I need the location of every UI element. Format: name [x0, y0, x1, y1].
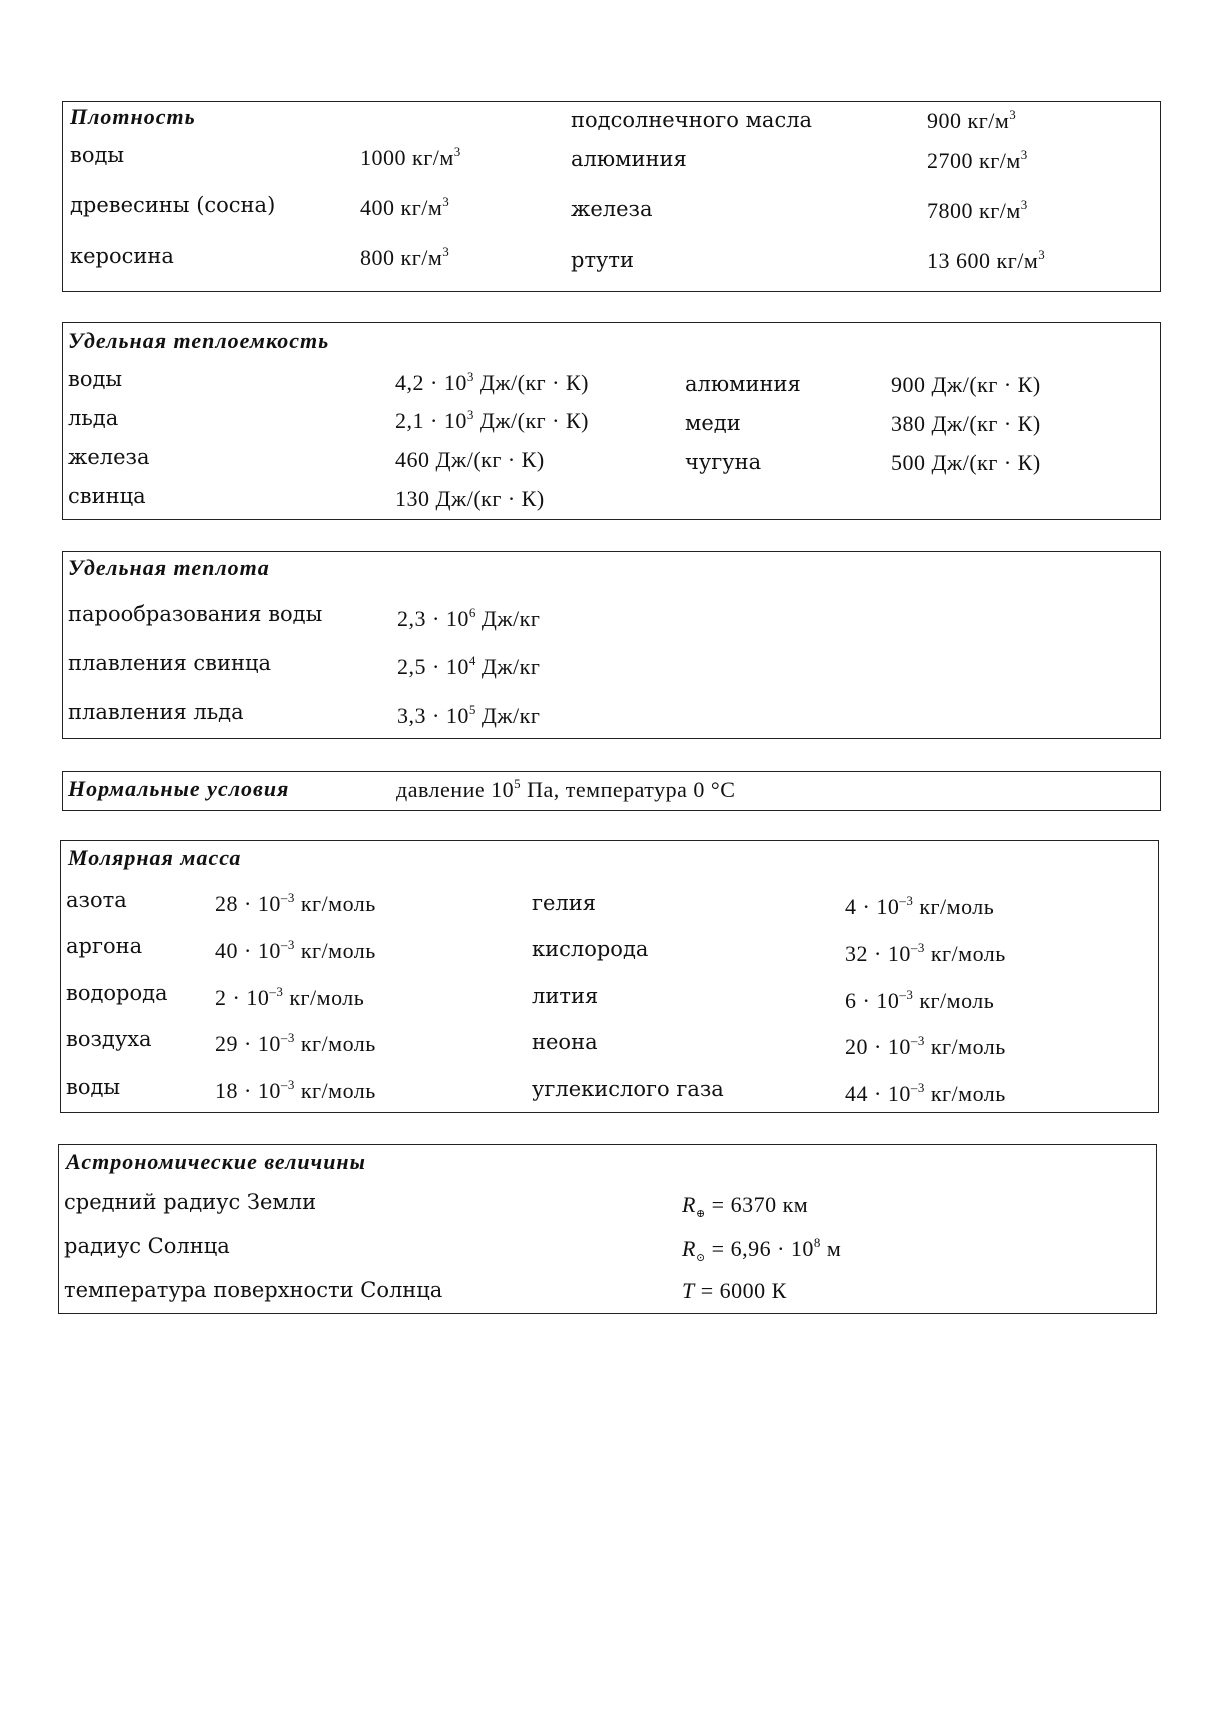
astro-earth-label: средний радиус Земли [64, 1190, 317, 1214]
astro-title: Астрономические величины [66, 1149, 366, 1174]
mm-value: $4 \cdot 10^{-3}$ кг/моль [845, 893, 995, 919]
hc-water-value: $4,2 \cdot 10^3$ Дж/(кг · К) [395, 369, 590, 395]
normal-conditions-value: давление $10^5$ Па, температура 0 °С [396, 776, 736, 802]
mm-label: неона [532, 1030, 598, 1054]
density-kerosene-value: 800 $кг/м^3$ [360, 244, 450, 270]
mm-label: азота [66, 888, 127, 912]
astro-temp-label: температура поверхности Солнца [64, 1278, 443, 1302]
density-iron-label: железа [571, 197, 653, 221]
hc-copper-value: 380 Дж/(кг · К) [891, 411, 1041, 436]
sh-row-label: плавления свинца [68, 651, 271, 675]
density-pine-label: древесины (сосна) [70, 193, 276, 217]
density-water-value: 1000 $кг/м^3$ [360, 144, 461, 170]
hc-cast-iron-label: чугуна [685, 450, 762, 474]
mm-value: $32 \cdot 10^{-3}$ кг/моль [845, 940, 1006, 966]
hc-lead-label: свинца [68, 484, 146, 508]
density-water-label: воды [70, 143, 125, 167]
density-kerosene-label: керосина [70, 244, 174, 268]
hc-cast-iron-value: 500 Дж/(кг · К) [891, 450, 1041, 475]
sh-row-value: $3,3 \cdot 10^5$ Дж/кг [397, 702, 541, 728]
heat-capacity-title: Удельная теплоемкость [68, 328, 330, 353]
hc-ice-value: $2,1 \cdot 10^3$ Дж/(кг · К) [395, 407, 590, 433]
hc-aluminium-value: 900 Дж/(кг · К) [891, 372, 1041, 397]
density-pine-value: 400 $кг/м^3$ [360, 194, 450, 220]
sh-row-label: плавления льда [68, 700, 244, 724]
astro-sun-label: радиус Солнца [64, 1234, 230, 1258]
astro-earth-value: $R_\oplus = 6370$ км [682, 1192, 809, 1220]
molar-mass-table [60, 840, 1159, 1113]
mm-label: аргона [66, 934, 143, 958]
density-aluminium-label: алюминия [571, 147, 687, 171]
sh-row-value: $2,3 \cdot 10^6$ Дж/кг [397, 605, 541, 631]
mm-label: водорода [66, 981, 168, 1005]
molar-mass-title: Молярная масса [68, 845, 242, 870]
specific-heat-title: Удельная теплота [68, 555, 270, 580]
density-sunflower-oil-label: подсолнечного масла [571, 108, 813, 132]
mm-value: $44 \cdot 10^{-3}$ кг/моль [845, 1080, 1006, 1106]
density-title: Плотность [70, 104, 196, 129]
hc-aluminium-label: алюминия [685, 372, 801, 396]
normal-conditions-title: Нормальные условия [68, 776, 290, 801]
mm-label: кислорода [532, 937, 649, 961]
density-aluminium-value: 2700 $кг/м^3$ [927, 147, 1028, 173]
mm-value: $20 \cdot 10^{-3}$ кг/моль [845, 1033, 1006, 1059]
density-sunflower-oil-value: 900 $кг/м^3$ [927, 107, 1017, 133]
mm-label: лития [532, 984, 599, 1008]
mm-label: углекислого газа [532, 1077, 724, 1101]
hc-water-label: воды [68, 367, 123, 391]
hc-copper-label: меди [685, 411, 741, 435]
mm-label: гелия [532, 891, 597, 915]
density-iron-value: 7800 $кг/м^3$ [927, 197, 1028, 223]
hc-ice-label: льда [68, 406, 119, 430]
sh-row-label: парообразования воды [68, 602, 323, 626]
density-mercury-value: 13 600 $кг/м^3$ [927, 247, 1046, 273]
mm-value: $40 \cdot 10^{-3}$ кг/моль [215, 937, 376, 963]
mm-value: $18 \cdot 10^{-3}$ кг/моль [215, 1077, 376, 1103]
astro-temp-value: T = 6000 К [682, 1278, 787, 1303]
mm-value: $29 \cdot 10^{-3}$ кг/моль [215, 1030, 376, 1056]
hc-iron-label: железа [68, 445, 150, 469]
mm-value: $2 \cdot 10^{-3}$ кг/моль [215, 984, 365, 1010]
mm-value: $6 \cdot 10^{-3}$ кг/моль [845, 987, 995, 1013]
sh-row-value: $2,5 \cdot 10^4$ Дж/кг [397, 653, 541, 679]
mm-label: воздуха [66, 1027, 152, 1051]
mm-value: $28 \cdot 10^{-3}$ кг/моль [215, 890, 376, 916]
hc-lead-value: 130 Дж/(кг · К) [395, 486, 545, 511]
density-mercury-label: ртути [571, 248, 635, 272]
mm-label: воды [66, 1075, 121, 1099]
astro-sun-value: $R_⊙ = 6,96 \cdot 10^8$ м [682, 1235, 842, 1264]
hc-iron-value: 460 Дж/(кг · К) [395, 447, 545, 472]
